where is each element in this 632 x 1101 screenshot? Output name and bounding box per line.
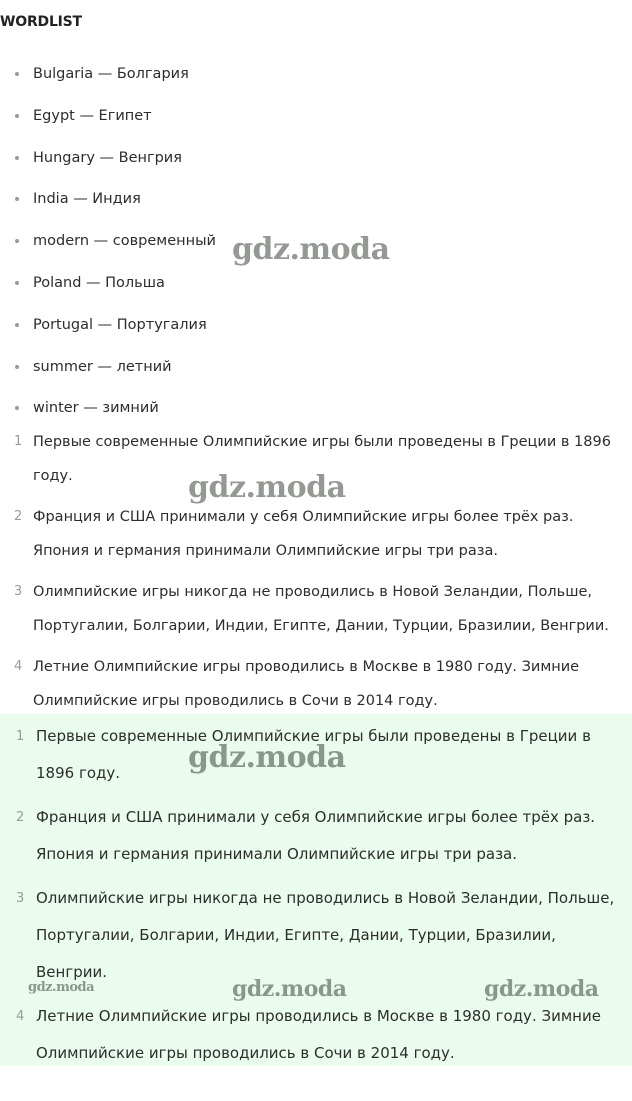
wordlist-item [0, 96, 216, 138]
answer-text: Летние Олимпийские игры проводились в Москве в 1980 году. Зимние Олимпийские игры проводились в Сочи в 2014 году. [36, 1007, 601, 1062]
answer-number: 4 [14, 659, 23, 674]
answer-number: 2 [16, 810, 25, 825]
wordlist-item [0, 388, 216, 430]
wordlist-item-text: Bulgaria — Болгария [33, 66, 189, 82]
answer-text: Франция и США принимали у себя Олимпийские игры более трёх раз. Япония и германия принимали Олимпийские игры три раза. [36, 808, 596, 863]
answer-text: Олимпийские игры никогда не проводились в Новой Зеландии, Польше, Португалии, Болгарии, Индии, Египте, Дании, Турции, Бразилии, Венгрии. [36, 889, 615, 981]
answer-item [0, 799, 632, 873]
watermark: gdz.moda [484, 976, 599, 1002]
watermark: gdz.moda [28, 980, 95, 995]
wordlist-item [0, 263, 216, 305]
bullet-icon [15, 239, 19, 243]
wordlist-item [0, 179, 216, 221]
watermark: gdz.moda [188, 470, 346, 505]
wordlist-item-text: Portugal — Португалия [33, 316, 207, 333]
answer-item [0, 650, 632, 718]
answer-text: Франция и США принимали у себя Олимпийские игры более трёх раз. Япония и германия принимали Олимпийские игры три раза. [33, 509, 574, 559]
bullet-icon [15, 72, 19, 76]
answer-number: 3 [14, 584, 23, 599]
wordlist-item [0, 347, 216, 389]
wordlist-item-text: Hungary — Венгрия [33, 149, 182, 166]
answer-number: 1 [16, 729, 25, 744]
wordlist-item-text: India — Индия [33, 191, 141, 208]
wordlist [0, 54, 216, 430]
answer-text: Летние Олимпийские игры проводились в Москве в 1980 году. Зимние Олимпийские игры проводились в Сочи в 2014 году. [33, 659, 580, 709]
bullet-icon [15, 114, 19, 118]
bullet-icon [15, 406, 19, 410]
wordlist-item-text: Poland — Польша [33, 274, 165, 291]
wordlist-item [0, 138, 216, 180]
wordlist-item [0, 305, 216, 347]
bullet-icon [15, 281, 19, 285]
watermark: gdz.moda [188, 740, 346, 775]
bullet-icon [15, 156, 19, 160]
wordlist-item-text: Egypt — Египет [33, 107, 152, 124]
answer-text: Первые современные Олимпийские игры были проведены в Греции в 1896 году. [33, 434, 611, 484]
answer-number: 1 [14, 434, 23, 449]
wordlist-item [0, 221, 216, 263]
answer-item [0, 500, 632, 568]
answer-number: 3 [16, 891, 25, 906]
answer-number: 2 [14, 509, 23, 524]
wordlist-heading: WORDLIST [0, 14, 82, 30]
bullet-icon [15, 197, 19, 201]
wordlist-item-text: summer — летний [33, 358, 172, 375]
watermark: gdz.moda [232, 232, 390, 267]
answer-text: Олимпийские игры никогда не проводились в Новой Зеландии, Польше, Португалии, Болгарии, Индии, Египте, Дании, Турции, Бразилии, Венгрии. [33, 584, 609, 634]
answer-item [0, 880, 632, 991]
answer-text: Первые современные Олимпийские игры были проведены в Греции в 1896 году. [36, 727, 591, 782]
wordlist-item [0, 54, 216, 96]
watermark: gdz.moda [232, 976, 347, 1002]
answer-number: 4 [16, 1009, 25, 1024]
wordlist-item-text: winter — зимний [33, 400, 159, 417]
answer-item [0, 575, 632, 643]
bullet-icon [15, 323, 19, 327]
wordlist-item-text: modern — современный [33, 233, 216, 250]
answer-item [0, 998, 632, 1072]
bullet-icon [15, 365, 19, 369]
